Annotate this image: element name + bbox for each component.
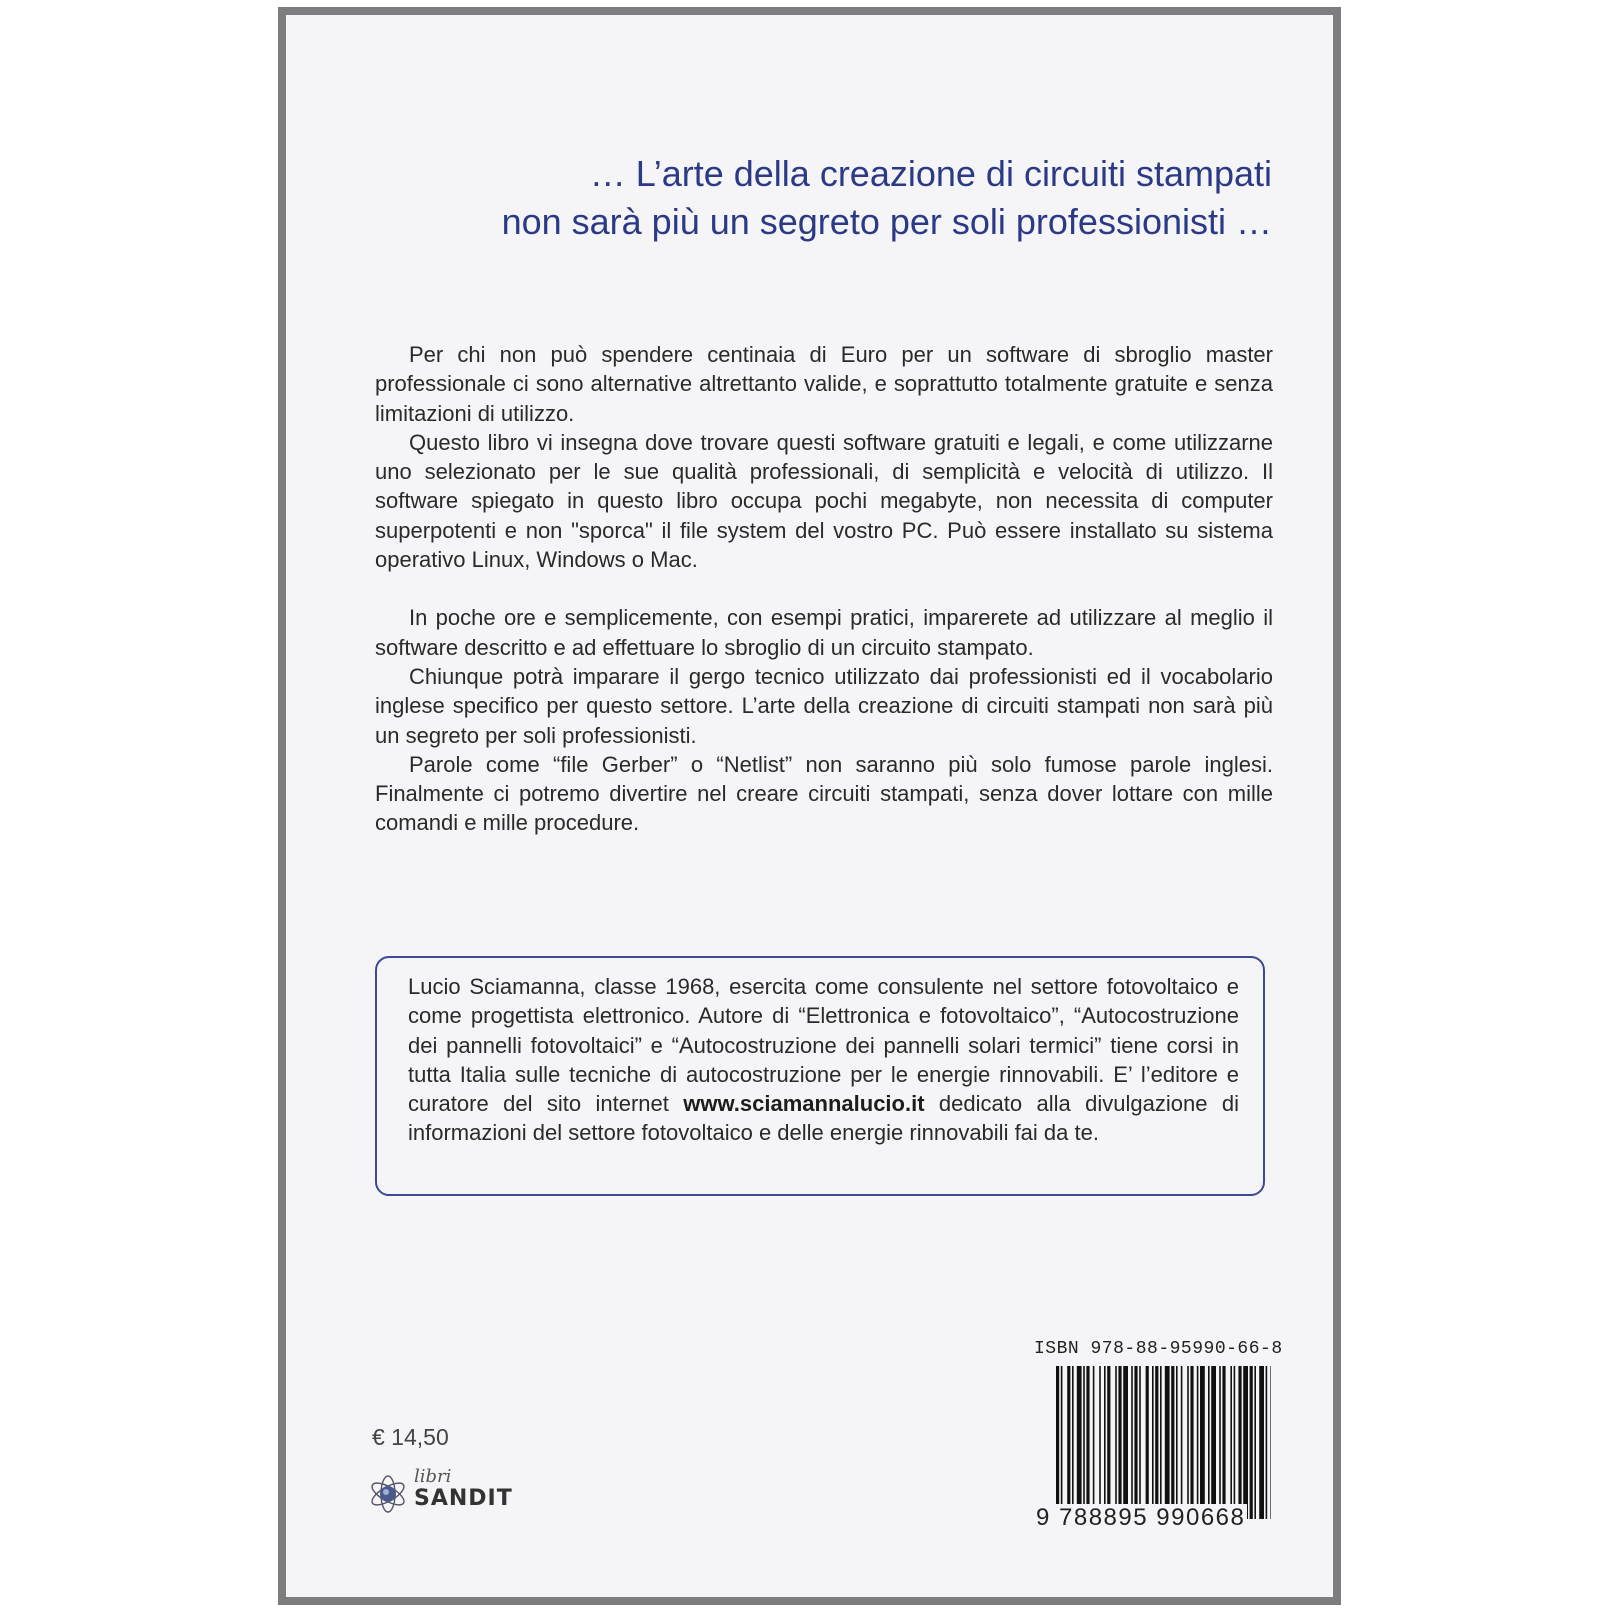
barcode-bar — [1181, 1366, 1183, 1519]
barcode-bar — [1155, 1366, 1158, 1519]
paragraph-5: Parole come “file Gerber” o “Netlist” non saranno più solo fumose parole inglesi. Finalmente ci potremo divertire nel creare circuiti stampati, senza dover lottare con mille comandi e mille procedure. — [375, 751, 1273, 836]
tagline-line-2: non sarà più un segreto per soli professionisti … — [501, 201, 1272, 242]
barcode-bar — [1234, 1366, 1236, 1519]
barcode-bar — [1118, 1366, 1121, 1519]
barcode-bar — [1211, 1366, 1216, 1519]
barcode-bar — [1197, 1366, 1199, 1519]
barcode-bar — [1176, 1366, 1178, 1519]
barcode-bar — [1208, 1366, 1210, 1519]
barcode-bar — [1259, 1366, 1264, 1519]
tagline — [366, 150, 1272, 246]
publisher-libri: libri — [414, 1466, 452, 1487]
barcode-bar — [1190, 1366, 1193, 1519]
barcode-bar — [1187, 1366, 1189, 1519]
barcode-bar — [1104, 1366, 1106, 1519]
barcode-bar — [1254, 1366, 1256, 1519]
barcode-bar — [1093, 1366, 1095, 1519]
paragraph-gap — [375, 574, 1273, 603]
barcode-bar — [1250, 1366, 1253, 1519]
barcode-bar — [1200, 1366, 1205, 1519]
barcode-bar — [1134, 1366, 1137, 1519]
barcode-bar — [1123, 1366, 1128, 1519]
paragraph-2: Questo libro vi insegna dove trovare questi software gratuiti e legali, e come utilizzarne uno selezionato per le sue qualità professionali, di semplicità e velocità di utilizzo. Il software spiegato in questo libro occupa pochi megabyte, non necessita di computer superpotenti e non "sporca" il file system del vostro PC. Può essere installato su sistema operativo Linux, Windows o Mac. — [375, 429, 1273, 573]
barcode-bar — [1115, 1366, 1117, 1519]
barcode-bar — [1171, 1366, 1174, 1519]
barcode-bar — [1243, 1366, 1248, 1519]
paragraph-1: Per chi non può spendere centinaia di Euro per un software di sbroglio master professionale ci sono alternative altrettanto valide, e soprattutto totalmente gratuite e senza limitazioni di utilizzo. — [375, 342, 1273, 426]
barcode-bar — [1131, 1366, 1133, 1519]
barcode-bar — [1230, 1366, 1232, 1519]
barcode — [1056, 1366, 1271, 1519]
barcode-bar — [1061, 1366, 1063, 1519]
barcode-bar — [1146, 1366, 1149, 1519]
barcode-bar — [1067, 1366, 1070, 1519]
barcode-bar — [1056, 1366, 1059, 1519]
barcode-bar — [1139, 1366, 1141, 1519]
price: € 14,50 — [372, 1424, 449, 1450]
barcode-bar — [1077, 1366, 1082, 1519]
barcode-bar — [1266, 1366, 1268, 1519]
isbn-label: ISBN 978-88-95990-66-8 — [1034, 1339, 1283, 1359]
barcode-bar — [1270, 1366, 1271, 1519]
paragraph-3: In poche ore e semplicemente, con esempi pratici, imparerete ad utilizzare al meglio il software descritto e ad effettuare lo sbroglio di un circuito stampato. — [375, 605, 1273, 660]
barcode-bar — [1160, 1366, 1162, 1519]
author-website: www.sciamannalucio.it — [683, 1091, 925, 1117]
barcode-bar — [1083, 1366, 1085, 1519]
barcode-bar — [1107, 1366, 1110, 1519]
publisher-logo — [368, 1466, 528, 1526]
barcode-bar — [1165, 1366, 1170, 1519]
barcode-bar — [1238, 1366, 1241, 1519]
barcode-bar — [1072, 1366, 1074, 1519]
description-text — [375, 340, 1273, 838]
barcode-bar — [1222, 1366, 1225, 1519]
paragraph-4: Chiunque potrà imparare il gergo tecnico utilizzato dai professionisti ed il vocabolario inglese specifico per questo settore. L’arte della creazione di circuiti stampati non sarà più un segreto per soli professionisti. — [375, 663, 1273, 748]
atom-icon — [368, 1466, 414, 1518]
author-bio-box — [375, 956, 1265, 1196]
barcode-digits: 9 788895 990668 — [1036, 1504, 1246, 1531]
barcode-bar — [1219, 1366, 1221, 1519]
barcode-bar — [1099, 1366, 1101, 1519]
bio-text-end: dedicato alla divulgazione di informazioni del settore fotovoltaico e delle energie rinnovabili fai da te. — [408, 1091, 1239, 1146]
tagline-line-1: … L’arte della creazione di circuiti stampati — [589, 153, 1272, 194]
publisher-name: SANDIT — [414, 1486, 513, 1511]
bio-text-start: Lucio Sciamanna, classe 1968, esercita come consulente nel settore fotovoltaico e come progettista elettronico. Autore di “Elettronica e fotovoltaico”, “Autocostruzione dei pannelli fotovoltaici” e “Autocostruzione dei pannelli solari termici” tiene corsi in tutta Italia sulle tecniche di autocostruzione per le energie rinnovabili. E’ l’editore e curatore del sito internet — [408, 974, 1239, 1117]
barcode-bar — [1086, 1366, 1089, 1519]
barcode-bar — [1152, 1366, 1154, 1519]
